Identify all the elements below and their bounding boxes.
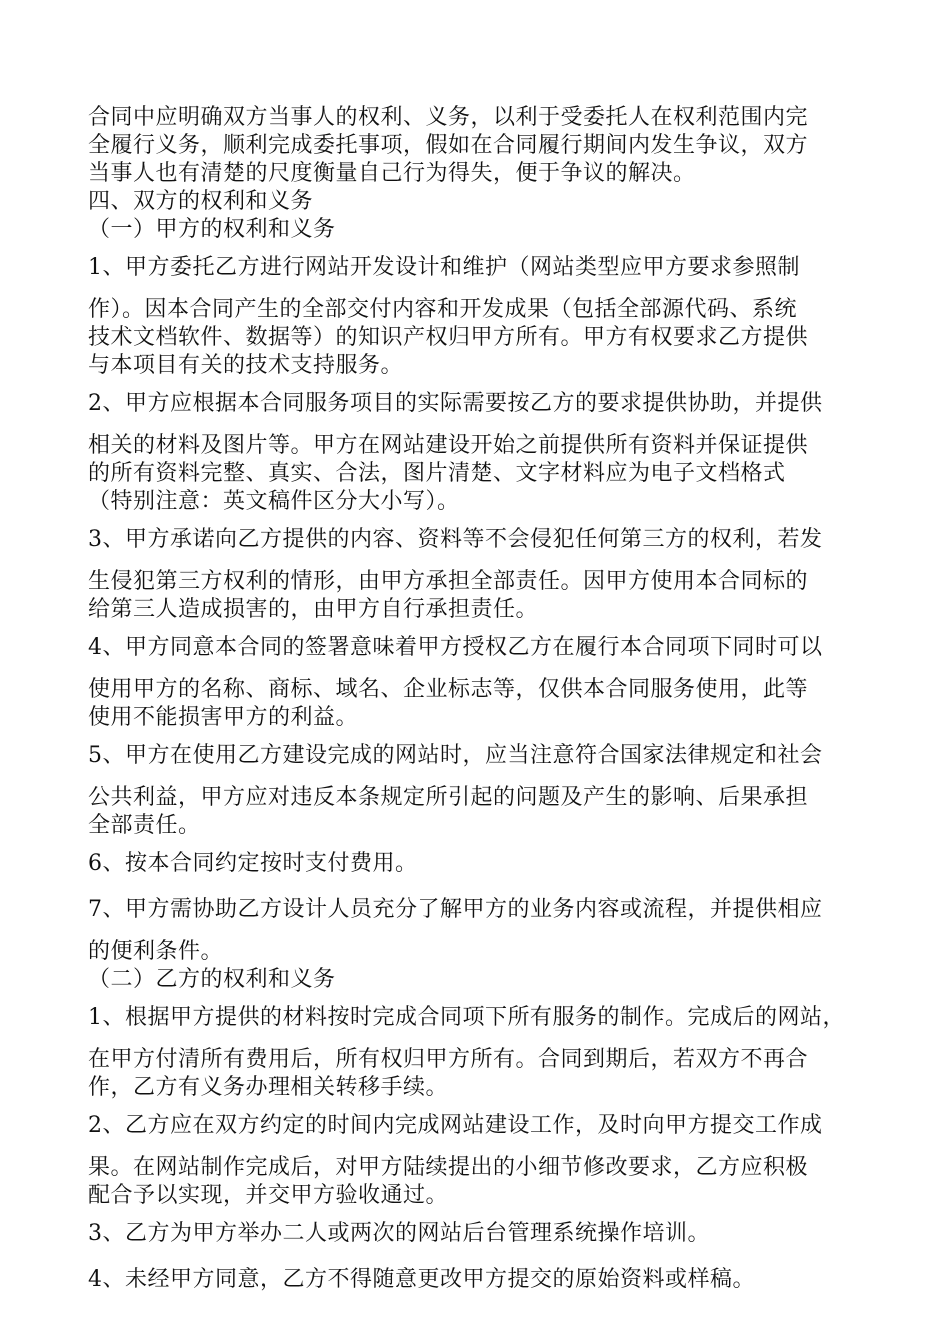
item-line: 3、甲方承诺向乙方提供的内容、资料等不会侵犯任何第三方的权利，若发 [88, 527, 823, 552]
item-line: 技术文档软件、数据等）的知识产权归甲方所有。甲方有权要求乙方提供 [88, 325, 809, 350]
item-line: 1、根据甲方提供的材料按时完成合同项下所有服务的制作。完成后的网站， [88, 1005, 845, 1030]
item-line: 作，乙方有义务办理相关转移手续。 [88, 1075, 449, 1100]
item-line: 3、乙方为甲方举办二人或两次的网站后台管理系统操作培训。 [88, 1221, 710, 1246]
intro-line: 全履行义务，顺利完成委托事项，假如在合同履行期间内发生争议，双方 [88, 133, 809, 158]
item-line: 7、甲方需协助乙方设计人员充分了解甲方的业务内容或流程，并提供相应 [88, 897, 823, 922]
item-line: 全部责任。 [88, 813, 201, 838]
item-line: 4、甲方同意本合同的签署意味着甲方授权乙方在履行本合同项下同时可以 [88, 635, 823, 660]
item-line: 的所有资料完整、真实、合法，图片清楚、文字材料应为电子文档格式 [88, 461, 786, 486]
item-line: 公共利益，甲方应对违反本条规定所引起的问题及产生的影响、后果承担 [88, 785, 809, 810]
party-a-item-5 [88, 732, 868, 840]
party-b-item-2 [88, 1102, 868, 1210]
item-line: 4、未经甲方同意，乙方不得随意更改甲方提交的原始资料或样稿。 [88, 1267, 755, 1292]
section-4-heading: 四、双方的权利和义务 [88, 189, 314, 214]
contract-page [88, 104, 868, 1302]
party-a-item-4 [88, 624, 868, 732]
party-a-item-7 [88, 886, 868, 966]
party-a-heading: （一）甲方的权利和义务 [88, 217, 336, 242]
item-line: 配合予以实现，并交甲方验收通过。 [88, 1183, 449, 1208]
item-line: 5、甲方在使用乙方建设完成的网站时，应当注意符合国家法律规定和社会 [88, 743, 823, 768]
party-b-item-4 [88, 1256, 868, 1302]
party-a-item-6 [88, 840, 868, 886]
party-a-item-3 [88, 516, 868, 624]
party-b-item-1 [88, 994, 868, 1102]
item-line: 在甲方付清所有费用后，所有权归甲方所有。合同到期后，若双方不再合 [88, 1047, 809, 1072]
party-a-item-1 [88, 244, 868, 380]
item-line: 2、乙方应在双方约定的时间内完成网站建设工作，及时向甲方提交工作成 [88, 1113, 823, 1138]
item-line: 6、按本合同约定按时支付费用。 [88, 851, 418, 876]
item-line: 2、甲方应根据本合同服务项目的实际需要按乙方的要求提供协助，并提供 [88, 391, 823, 416]
intro-line: 当事人也有清楚的尺度衡量自己行为得失，便于争议的解决。 [88, 161, 696, 186]
item-line: 使用甲方的名称、商标、域名、企业标志等，仅供本合同服务使用，此等 [88, 677, 809, 702]
item-line: 与本项目有关的技术支持服务。 [88, 353, 404, 378]
party-b-item-3 [88, 1210, 868, 1256]
item-line: 的便利条件。 [88, 939, 224, 964]
party-b-heading: （二）乙方的权利和义务 [88, 967, 336, 992]
item-line: 1、甲方委托乙方进行网站开发设计和维护（网站类型应甲方要求参照制 [88, 255, 800, 280]
item-line: 生侵犯第三方权利的情形，由甲方承担全部责任。因甲方使用本合同标的 [88, 569, 809, 594]
item-line: 相关的材料及图片等。甲方在网站建设开始之前提供所有资料并保证提供 [88, 433, 809, 458]
item-line: 作）。因本合同产生的全部交付内容和开发成果（包括全部源代码、系统 [88, 297, 798, 322]
item-line: 给第三人造成损害的，由甲方自行承担责任。 [88, 597, 539, 622]
item-line: （特别注意：英文稿件区分大小写）。 [88, 489, 460, 514]
intro-line: 合同中应明确双方当事人的权利、义务，以利于受委托人在权利范围内完 [88, 105, 809, 130]
intro-paragraph [88, 104, 868, 188]
item-line: 使用不能损害甲方的利益。 [88, 705, 359, 730]
item-line: 果。在网站制作完成后，对甲方陆续提出的小细节修改要求，乙方应积极 [88, 1155, 809, 1180]
party-a-item-2 [88, 380, 868, 516]
